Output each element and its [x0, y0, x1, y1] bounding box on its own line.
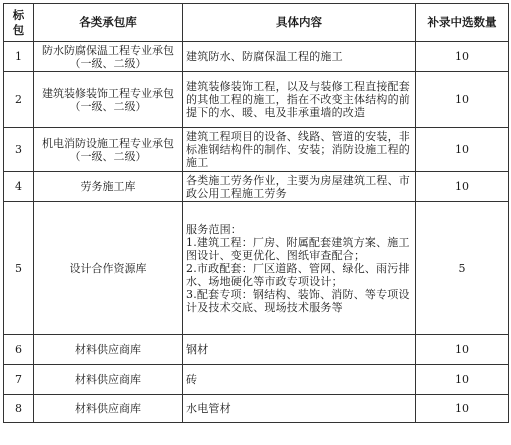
quantity-cell: 10	[416, 365, 509, 395]
content-cell	[183, 72, 416, 128]
package-number-cell: 8	[4, 395, 34, 423]
package-table	[3, 3, 509, 423]
table-row	[4, 365, 509, 395]
content-cell	[183, 395, 416, 423]
header-package-number: 标包	[4, 4, 34, 42]
library-cell: 防水防腐保温工程专业承包（一级、二级）	[34, 42, 183, 72]
content-line: 钢材	[186, 343, 209, 356]
table-row	[4, 395, 509, 423]
content-line: 服务范围：	[186, 222, 242, 236]
content-cell	[183, 335, 416, 365]
content-line: 3.配套专项：钢结构、装饰、消防、等专项设计及技术交底、现场技术服务等	[186, 287, 410, 314]
table-row	[4, 128, 509, 172]
quantity-cell: 10	[416, 172, 509, 202]
table-row	[4, 172, 509, 202]
content-line: 各类施工劳务作业，主要为房屋建筑工程、市政公用工程施工劳务	[186, 173, 410, 200]
content-cell	[183, 128, 416, 172]
header-library: 各类承包库	[34, 4, 183, 42]
library-cell: 材料供应商库	[34, 395, 183, 423]
library-cell: 设计合作资源库	[34, 202, 183, 335]
package-number-cell: 4	[4, 172, 34, 202]
quantity-cell: 10	[416, 42, 509, 72]
table-row	[4, 72, 509, 128]
quantity-cell: 10	[416, 128, 509, 172]
content-line: 建筑装修装饰工程，以及与装修工程直接配套的其他工程的施工，指在不改变主体结构的前提下的水、暖、电及非承重墙的改造	[186, 80, 410, 119]
package-number-cell: 5	[4, 202, 34, 335]
header-row	[4, 4, 509, 42]
library-cell: 材料供应商库	[34, 365, 183, 395]
table-row	[4, 335, 509, 365]
content-line: 水电管材	[186, 402, 231, 415]
quantity-cell: 5	[416, 202, 509, 335]
library-cell: 劳务施工库	[34, 172, 183, 202]
content-cell	[183, 172, 416, 202]
table-row	[4, 202, 509, 335]
table-row	[4, 42, 509, 72]
library-cell: 材料供应商库	[34, 335, 183, 365]
content-line: 砖	[186, 373, 198, 386]
quantity-cell: 10	[416, 72, 509, 128]
content-cell	[183, 365, 416, 395]
quantity-cell: 10	[416, 335, 509, 365]
content-cell	[183, 42, 416, 72]
package-number-cell: 2	[4, 72, 34, 128]
library-cell: 建筑装修装饰工程专业承包（一级、二级）	[34, 72, 183, 128]
header-quantity: 补录中选数量	[416, 4, 509, 42]
content-line: 1.建筑工程：厂房、附属配套建筑方案、施工图设计、变更优化、图纸审查配合；	[186, 235, 410, 262]
package-number-cell: 1	[4, 42, 34, 72]
table-body	[4, 42, 509, 423]
library-cell: 机电消防设施工程专业承包（一级、二级）	[34, 128, 183, 172]
content-line: 2.市政配套：厂区道路、管网、绿化、雨污排水、场地硬化等市政专项设计；	[186, 261, 410, 288]
content-cell	[183, 202, 416, 335]
package-number-cell: 7	[4, 365, 34, 395]
quantity-cell: 10	[416, 395, 509, 423]
package-number-cell: 3	[4, 128, 34, 172]
content-line: 建筑工程项目的设备、线路、管道的安装，非标准钢结构件的制作、安装；消防设施工程的施工	[186, 130, 410, 169]
content-line: 建筑防水、防腐保温工程的施工	[186, 50, 343, 63]
package-number-cell: 6	[4, 335, 34, 365]
header-content: 具体内容	[183, 4, 416, 42]
